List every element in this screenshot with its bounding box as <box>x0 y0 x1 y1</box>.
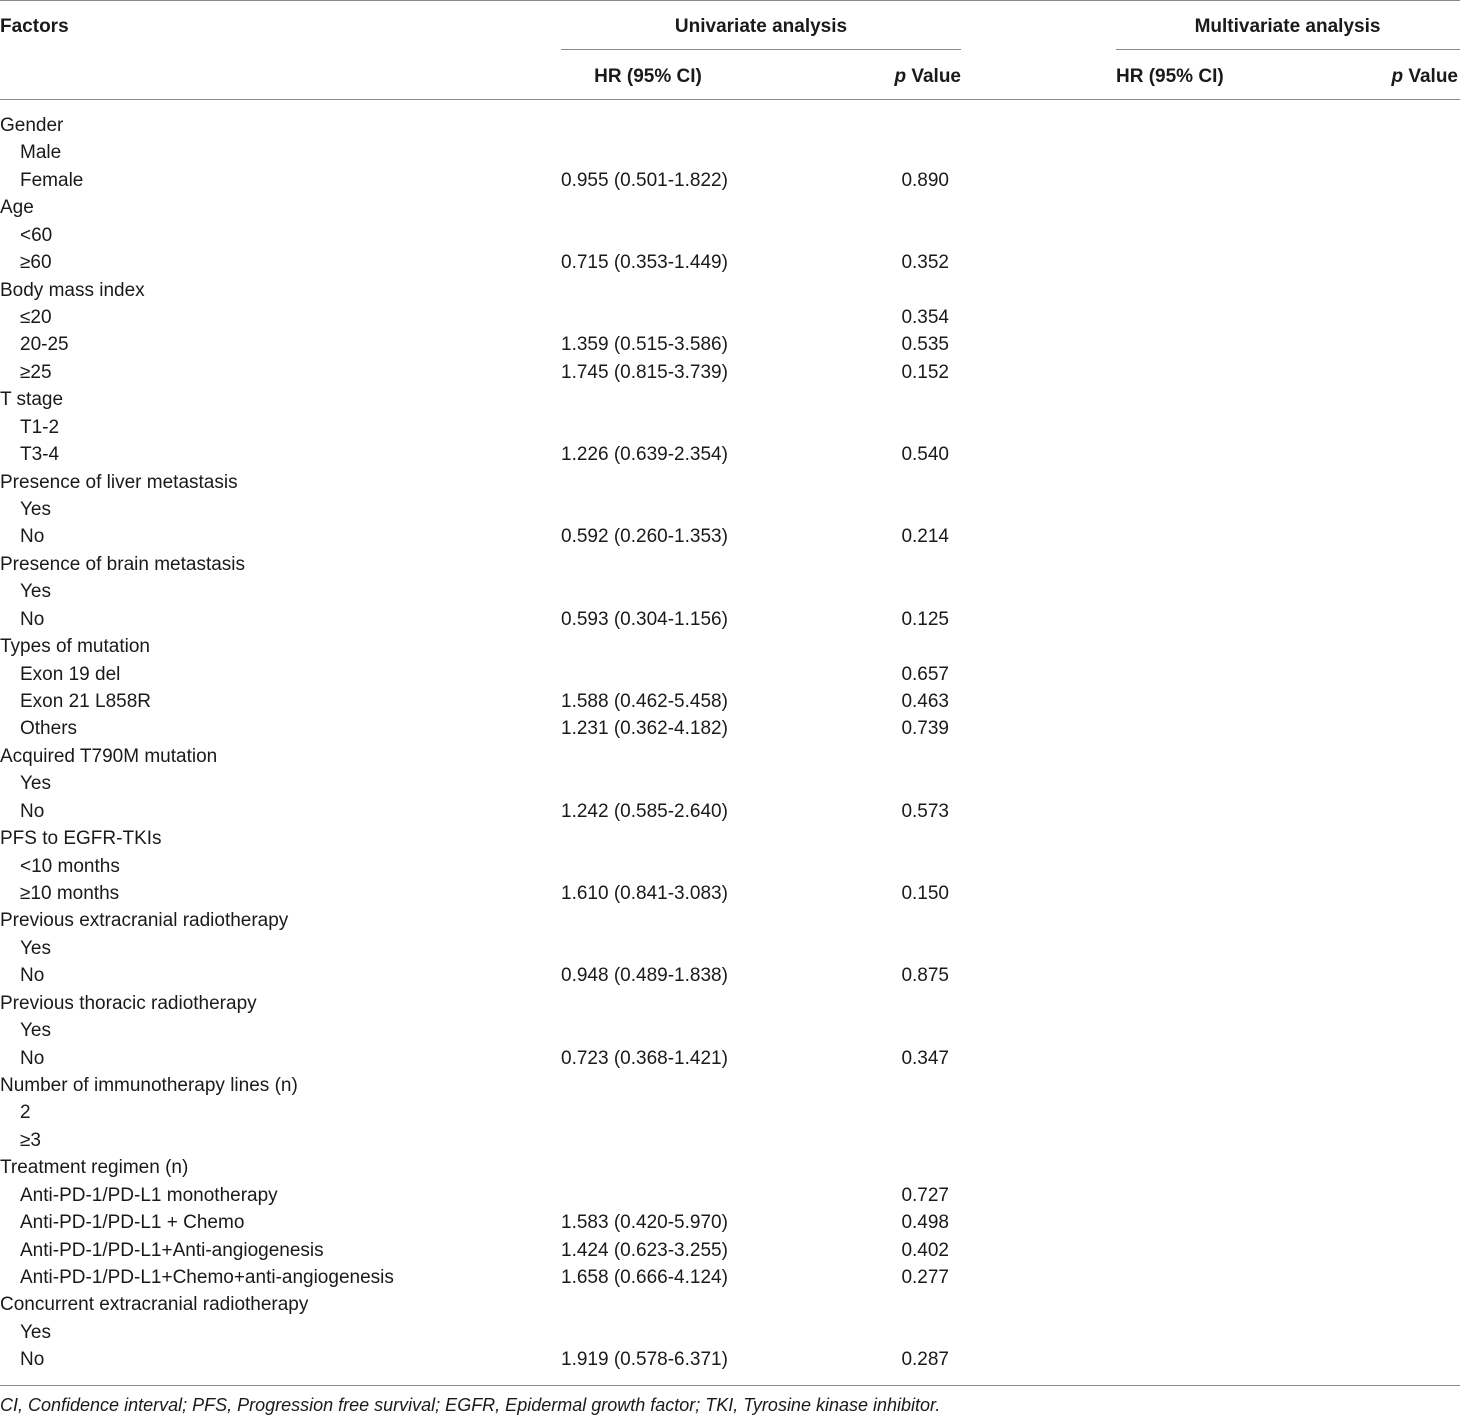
factor-label: T stage <box>0 389 64 411</box>
factor-label: Body mass index <box>0 279 145 301</box>
univariate-p-cell: 0.463 <box>901 691 949 713</box>
univariate-hr-cell: 0.723 (0.368-1.421) <box>561 1047 728 1069</box>
p-value-suffix: Value <box>906 66 961 87</box>
factor-level-label: No <box>20 608 45 630</box>
factor-level-label: Female <box>20 169 84 191</box>
factor-level-label: Anti-PD-1/PD-L1+Anti-angiogenesis <box>20 1239 324 1261</box>
multivariate-spanner-rule <box>1116 49 1460 50</box>
factor-label: Types of mutation <box>0 636 150 658</box>
header-univariate-p <box>841 66 961 88</box>
header-bottom-rule <box>0 99 1460 100</box>
factor-level-label: ≥60 <box>20 252 52 274</box>
factor-label: Acquired T790M mutation <box>0 745 218 767</box>
table-row <box>0 168 1460 195</box>
factor-label: Previous extracranial radiotherapy <box>0 910 289 932</box>
table-top-rule <box>0 0 1460 1</box>
table-row <box>0 1128 1460 1155</box>
table-row <box>0 1320 1460 1347</box>
factor-level-label: ≥3 <box>20 1129 41 1151</box>
table-row <box>0 552 1460 579</box>
factor-level-label: Yes <box>20 937 51 959</box>
header-factors: Factors <box>0 16 69 37</box>
table-row <box>0 799 1460 826</box>
table-row <box>0 223 1460 250</box>
header-multivariate-p <box>1338 66 1458 88</box>
table-row <box>0 607 1460 634</box>
univariate-hr-cell: 0.948 (0.489-1.838) <box>561 965 728 987</box>
factor-level-label: Others <box>20 718 78 740</box>
univariate-p-cell: 0.352 <box>901 252 949 274</box>
table-row <box>0 1046 1460 1073</box>
table-row <box>0 524 1460 551</box>
factor-level-label: Yes <box>20 1020 51 1042</box>
univariate-p-cell: 0.739 <box>901 718 949 740</box>
factor-level-label: No <box>20 965 45 987</box>
table-row <box>0 278 1460 305</box>
table-row <box>0 415 1460 442</box>
univariate-hr-cell: 1.242 (0.585-2.640) <box>561 800 728 822</box>
factor-level-label: Yes <box>20 1321 51 1343</box>
table-row <box>0 881 1460 908</box>
factor-level-label: <60 <box>20 224 53 246</box>
table-row <box>0 936 1460 963</box>
univariate-hr-cell: 0.715 (0.353-1.449) <box>561 252 728 274</box>
univariate-hr-cell: 1.610 (0.841-3.083) <box>561 883 728 905</box>
factor-label: Treatment regimen (n) <box>0 1157 189 1179</box>
table-row <box>0 442 1460 469</box>
table-row <box>0 991 1460 1018</box>
table-row <box>0 497 1460 524</box>
univariate-p-cell: 0.287 <box>901 1349 949 1371</box>
factor-label: PFS to EGFR-TKIs <box>0 828 162 850</box>
factor-level-label: Yes <box>20 773 51 795</box>
univariate-hr-cell: 1.919 (0.578-6.371) <box>561 1349 728 1371</box>
table-row <box>0 250 1460 277</box>
header-univariate: Univariate analysis <box>674 16 848 37</box>
table-row <box>0 1265 1460 1292</box>
factor-label: Gender <box>0 115 64 136</box>
table-row <box>0 195 1460 222</box>
factor-level-label: 2 <box>20 1102 31 1124</box>
factor-label: Presence of brain metastasis <box>0 553 246 575</box>
factor-level-label: Yes <box>20 499 51 521</box>
table-row <box>0 854 1460 881</box>
table-row <box>0 1347 1460 1374</box>
univariate-hr-cell: 1.583 (0.420-5.970) <box>561 1212 728 1234</box>
factor-level-label: No <box>20 526 45 548</box>
table-row <box>0 140 1460 167</box>
univariate-p-cell: 0.890 <box>901 169 949 191</box>
factor-label: Concurrent extracranial radiotherapy <box>0 1294 309 1316</box>
factor-level-label: T3-4 <box>20 444 60 466</box>
p-italic: p <box>1391 66 1404 87</box>
table-footnote: CI, Confidence interval; PFS, Progression free survival; EGFR, Epidermal growth factor; TKI, Tyrosine kinase inhibitor. <box>0 1395 941 1415</box>
univariate-hr-cell: 0.955 (0.501-1.822) <box>561 169 728 191</box>
factor-level-label: ≥10 months <box>20 883 120 905</box>
table-row <box>0 689 1460 716</box>
table-row <box>0 1155 1460 1182</box>
table-row <box>0 1292 1460 1319</box>
p-value-suffix: Value <box>1403 66 1458 87</box>
factor-label: Previous thoracic radiotherapy <box>0 992 257 1014</box>
univariate-p-cell: 0.150 <box>901 883 949 905</box>
factor-level-label: T1-2 <box>20 416 60 438</box>
table-row <box>0 579 1460 606</box>
factor-level-label: No <box>20 1047 45 1069</box>
header-univariate-hr: HR (95% CI) <box>594 66 702 87</box>
univariate-hr-cell: 1.588 (0.462-5.458) <box>561 691 728 713</box>
factor-level-label: No <box>20 1349 45 1371</box>
table-row <box>0 963 1460 990</box>
table-row <box>0 387 1460 414</box>
table-row <box>0 332 1460 359</box>
factor-level-label: <10 months <box>20 855 120 877</box>
univariate-hr-cell: 0.592 (0.260-1.353) <box>561 526 728 548</box>
table-row <box>0 662 1460 689</box>
univariate-p-cell: 0.277 <box>901 1267 949 1289</box>
factor-level-label: ≤20 <box>20 307 52 328</box>
univariate-spanner-rule <box>561 49 961 50</box>
table-row <box>0 826 1460 853</box>
univariate-hr-cell: 1.359 (0.515-3.586) <box>561 334 728 356</box>
factor-level-label: 20-25 <box>20 334 69 356</box>
univariate-hr-cell: 1.231 (0.362-4.182) <box>561 718 728 740</box>
univariate-p-cell: 0.727 <box>901 1184 949 1206</box>
univariate-p-cell: 0.573 <box>901 800 949 822</box>
table-row <box>0 113 1460 140</box>
factor-label: Age <box>0 197 34 219</box>
factor-level-label: Exon 21 L858R <box>20 691 151 713</box>
table-row <box>0 470 1460 497</box>
factor-label: Number of immunotherapy lines (n) <box>0 1075 298 1097</box>
univariate-hr-cell: 1.226 (0.639-2.354) <box>561 444 728 466</box>
table-row <box>0 360 1460 387</box>
table-row <box>0 716 1460 743</box>
factor-level-label: ≥25 <box>20 361 52 383</box>
univariate-hr-cell: 0.593 (0.304-1.156) <box>561 608 728 630</box>
p-italic: p <box>894 66 907 87</box>
univariate-hr-cell: 1.745 (0.815-3.739) <box>561 361 728 383</box>
factor-level-label: Anti-PD-1/PD-L1 + Chemo <box>20 1212 245 1234</box>
univariate-p-cell: 0.402 <box>901 1239 949 1261</box>
table-row <box>0 305 1460 332</box>
factor-level-label: Male <box>20 142 62 164</box>
factor-level-label: No <box>20 800 45 822</box>
table-row <box>0 908 1460 935</box>
univariate-p-cell: 0.347 <box>901 1047 949 1069</box>
table-row <box>0 1210 1460 1237</box>
table-row <box>0 1238 1460 1265</box>
univariate-p-cell: 0.214 <box>901 526 949 548</box>
table-row <box>0 771 1460 798</box>
univariate-p-cell: 0.540 <box>901 444 949 466</box>
univariate-p-cell: 0.657 <box>901 663 949 685</box>
factor-level-label: Anti-PD-1/PD-L1 monotherapy <box>20 1184 278 1206</box>
table-row <box>0 634 1460 661</box>
header-multivariate-hr: HR (95% CI) <box>1116 66 1224 87</box>
univariate-hr-cell: 1.424 (0.623-3.255) <box>561 1239 728 1261</box>
univariate-p-cell: 0.535 <box>901 334 949 356</box>
table-row <box>0 1018 1460 1045</box>
univariate-p-cell: 0.354 <box>901 307 949 328</box>
univariate-p-cell: 0.125 <box>901 608 949 630</box>
univariate-p-cell: 0.152 <box>901 361 949 383</box>
header-multivariate: Multivariate analysis <box>1194 16 1381 37</box>
univariate-hr-cell: 1.658 (0.666-4.124) <box>561 1267 728 1289</box>
table-row <box>0 1183 1460 1210</box>
univariate-p-cell: 0.498 <box>901 1212 949 1234</box>
factor-level-label: Anti-PD-1/PD-L1+Chemo+anti-angiogenesis <box>20 1267 394 1289</box>
table-row <box>0 744 1460 771</box>
factor-level-label: Exon 19 del <box>20 663 121 685</box>
univariate-p-cell: 0.875 <box>901 965 949 987</box>
factor-label: Presence of liver metastasis <box>0 471 238 493</box>
table-bottom-rule <box>0 1385 1460 1386</box>
table-row <box>0 1073 1460 1100</box>
table-row <box>0 1100 1460 1127</box>
factor-level-label: Yes <box>20 581 51 603</box>
